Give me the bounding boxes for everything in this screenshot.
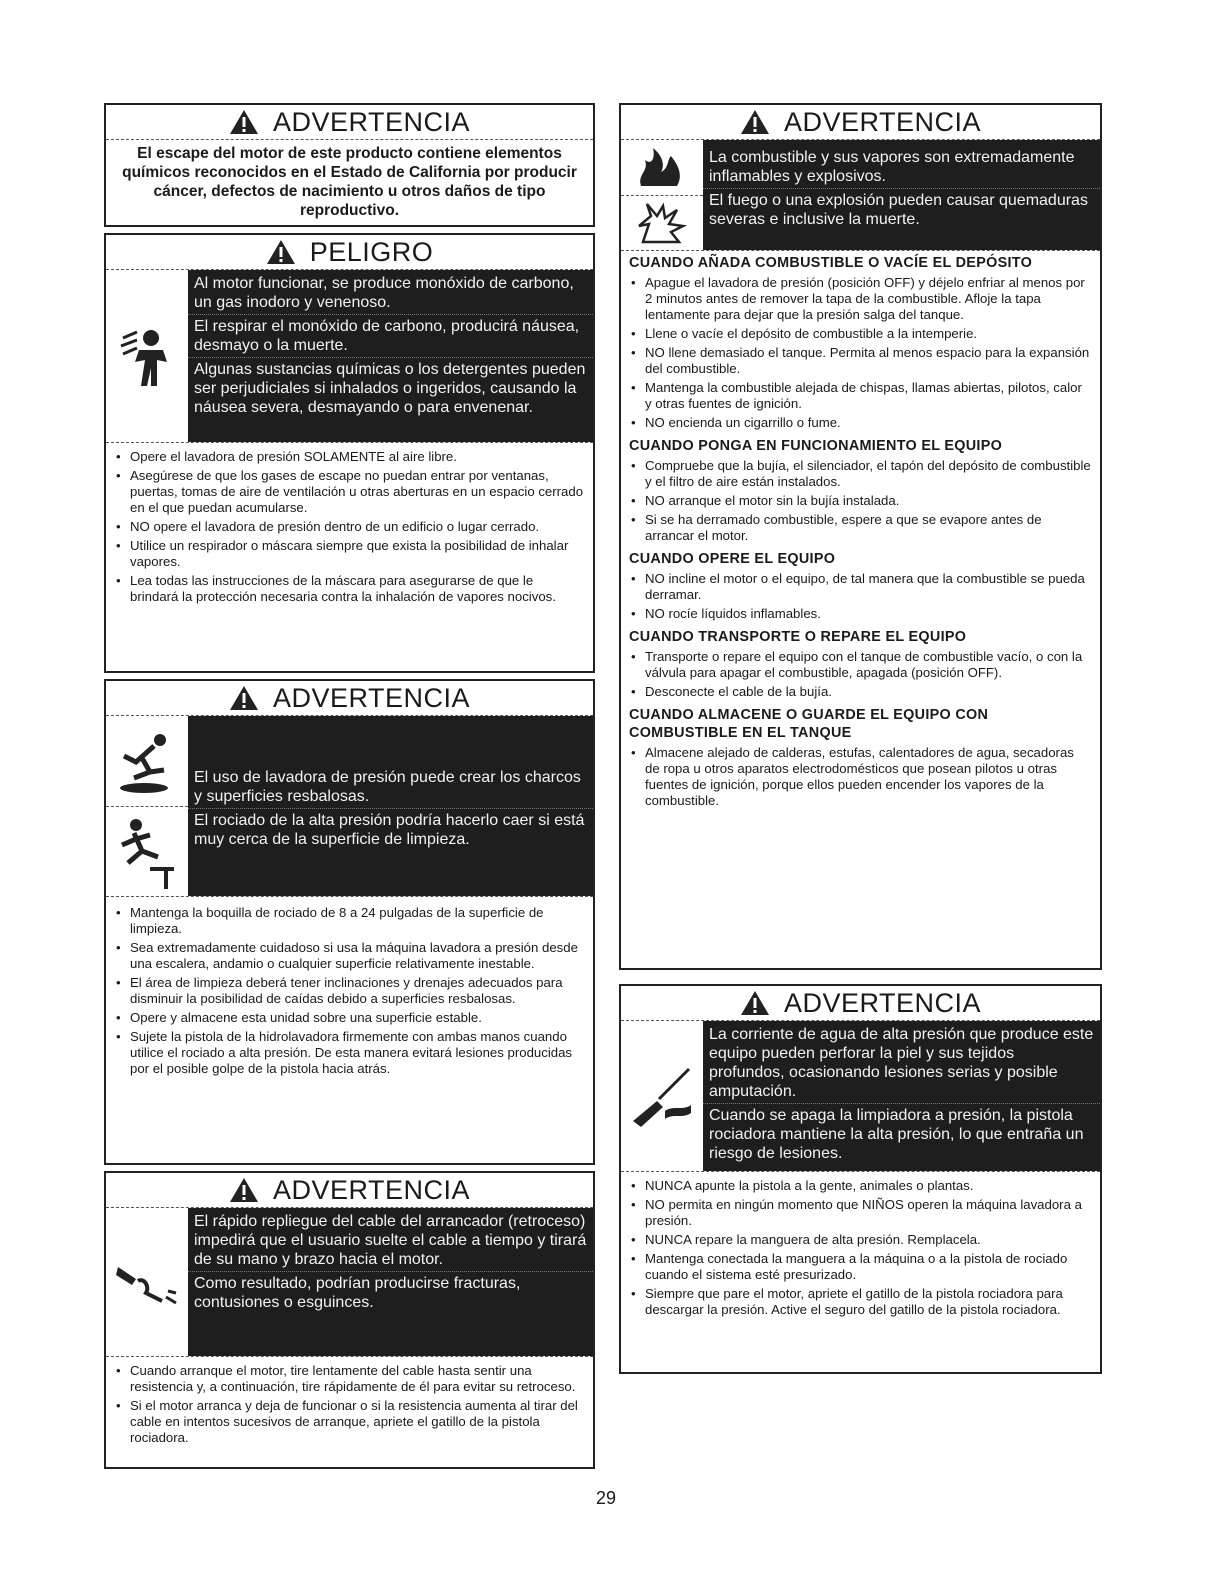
hazard-message: La corriente de agua de alta presión que produce este equipo pueden perforar la piel y sus tejidos profundos, ocasionando lesiones serias y posible amputación. [703, 1023, 1100, 1104]
list-item: • Transporte o repare el equipo con el tanque de combustible vacío, o con la válvula para apagar el combustible, apagada (posición OFF). [629, 649, 1092, 681]
icon-cell [621, 140, 703, 196]
hazard-panel [621, 1021, 1100, 1172]
warning-title-text: ADVERTENCIA [272, 1174, 471, 1205]
list-item: • Si se ha derramado combustible, espere a que se evapore antes de arrancar el motor. [629, 512, 1092, 544]
section-heading: CUANDO OPERE EL EQUIPO [629, 551, 836, 567]
fall-from-height-icon [114, 813, 180, 889]
list-item: • El área de limpieza deberá tener inclinaciones y drenajes adecuados para disminuir la posibilidad de caídas debido a superficies resbalosas. [114, 975, 585, 1007]
hazard-panel [106, 1208, 593, 1357]
warning-triangle-icon [229, 109, 259, 135]
list-item: • Opere y almacene esta unidad sobre una superficie estable. [114, 1010, 585, 1026]
hazard-message: Cuando se apaga la limpiadora a presión, la pistola rociadora mantiene la alta presión, lo que entraña un riesgo de lesiones. [709, 1107, 1084, 1162]
warning-title [106, 1173, 593, 1208]
hazard-icon-column [106, 270, 188, 442]
slippery-surface-warning-box [104, 679, 595, 1165]
danger-instructions-list [106, 443, 593, 612]
hazard-icon-column [106, 716, 188, 896]
hazard-message: El rápido repliegue del cable del arrancador (retroceso) impedirá que el usuario suelte el cable a tiempo y tirará de su mano y brazo hacia el motor. [188, 1210, 593, 1272]
recoil-hand-icon [114, 1257, 180, 1307]
hazard-panel [106, 716, 593, 897]
california-prop65-text: El escape del motor de este producto contiene elementos químicos reconocidos en el Estado de California por producir cáncer, defectos de nacimiento u otros daños de tipo reproductivo. [122, 145, 577, 219]
operation-list [621, 569, 1100, 622]
list-item: • Mantenga la combustible alejada de chispas, llamas abiertas, pilotos, calor y otras fuentes de ignición. [629, 380, 1092, 412]
high-pressure-warning-box [619, 984, 1102, 1374]
list-item: • Asegúrese de que los gases de escape no puedan entrar por ventanas, puertas, tomas de aire de ventilación u otras aberturas en un espacio cerrado en el que puedan acumularse. [114, 468, 585, 516]
list-item: • Mantenga la boquilla de rociado de 8 a 24 pulgadas de la superficie de limpieza. [114, 905, 585, 937]
hazard-messages [703, 140, 1100, 250]
toxic-fumes-person-icon [117, 316, 177, 396]
list-item: • NUNCA apunte la pistola a la gente, animales o plantas. [629, 1178, 1092, 1194]
hazard-messages [703, 1021, 1100, 1171]
hazard-messages [188, 270, 593, 442]
left-column [104, 103, 595, 1469]
hazard-icon-column [621, 1021, 703, 1171]
fire-icon [635, 146, 689, 188]
page-number: 29 [595, 1488, 617, 1508]
warning-title-text: ADVERTENCIA [783, 106, 982, 137]
starter-recoil-warning-box [104, 1171, 595, 1469]
hazard-message: El fuego o una explosión pueden causar quemaduras severas e inclusive la muerte. [709, 192, 1088, 228]
hazard-panel [106, 270, 593, 443]
hazard-message: La combustible y sus vapores son extremadamente inflamables y explosivos. [703, 146, 1100, 189]
transport-list [621, 647, 1100, 700]
slippery-instructions-list [106, 897, 593, 1084]
list-item: • Apague el lavadora de presión (posición OFF) y déjelo enfriar al menos por 2 minutos antes de remover la tapa de la combustible. Afloje la tapa lentamente para dejar que la presión salga del tanque. [629, 275, 1092, 323]
list-item: • NO permita en ningún momento que NIÑOS operen la máquina lavadora a presión. [629, 1197, 1092, 1229]
recoil-instructions-list [106, 1357, 593, 1453]
list-item: • Llene o vacíe el depósito de combustible a la intemperie. [629, 326, 1092, 342]
california-warning-box [104, 103, 595, 227]
hazard-messages [188, 1208, 593, 1356]
high-pressure-instructions-list [621, 1172, 1100, 1325]
list-item: • NO encienda un cigarrillo o fume. [629, 415, 1092, 431]
warning-triangle-icon [229, 685, 259, 711]
hazard-panel [621, 140, 1100, 251]
skin-injection-icon [629, 1061, 695, 1131]
list-item: • Lea todas las instrucciones de la máscara para asegurarse de que le brindará la protección necesaria contra la inhalación de vapores nocivos. [114, 573, 585, 605]
list-item: • NO incline el motor o el equipo, de tal manera que la combustible se pueda derramar. [629, 571, 1092, 603]
warning-title [106, 105, 593, 140]
fuel-refill-list [621, 273, 1100, 431]
hazard-message: Al motor funcionar, se produce monóxido de carbono, un gas inodoro y venenoso. [188, 272, 593, 315]
startup-list [621, 456, 1100, 544]
hazard-messages [188, 716, 593, 896]
list-item: • Opere el lavadora de presión SOLAMENTE al aire libre. [114, 449, 585, 465]
warning-title [621, 105, 1100, 140]
list-item: • NO rocíe líquidos inflamables. [629, 606, 1092, 622]
warning-title-text: ADVERTENCIA [272, 106, 471, 137]
section-heading: CUANDO AÑADA COMBUSTIBLE O VACÍE EL DEPÓSITO [629, 255, 1033, 271]
hazard-message: El uso de lavadora de presión puede crear los charcos y superficies resbalosas. [188, 766, 593, 809]
list-item: • Compruebe que la bujía, el silenciador, el tapón del depósito de combustible y el filtro de aire están instalados. [629, 458, 1092, 490]
section-heading: CUANDO ALMACENE O GUARDE EL EQUIPO CON COMBUSTIBLE EN EL TANQUE [629, 707, 989, 741]
warning-triangle-icon [740, 109, 770, 135]
hazard-message: El rociado de la alta presión podría hacerlo caer si está muy cerca de la superficie de limpieza. [194, 812, 585, 848]
list-item: • Siempre que pare el motor, apriete el gatillo de la pistola rociadora para descargar la presión. Active el seguro del gatillo de la pistola rociadora. [629, 1286, 1092, 1318]
hazard-message: El respirar el monóxido de carbono, producirá náusea, desmayo o la muerte. [188, 315, 593, 358]
hazard-message: Algunas sustancias químicas o los detergentes pueden ser perjudiciales si inhalados o ingeridos, causando la náusea severa, desmayando o para envenenar. [194, 361, 586, 416]
list-item: • NO opere el lavadora de presión dentro de un edificio o lugar cerrado. [114, 519, 585, 535]
hazard-icon-column [106, 1208, 188, 1356]
right-column [619, 103, 1102, 1374]
hazard-icon-column [621, 140, 703, 250]
warning-title [106, 681, 593, 716]
warning-triangle-icon [229, 1177, 259, 1203]
list-item: • Almacene alejado de calderas, estufas, calentadores de agua, secadoras de ropa u otros aparatos electrodomésticos que posean pilotos u otras fuentes de ignición, porque ellos pueden encender los vapores de la combustible. [629, 745, 1092, 809]
explosion-icon [635, 202, 689, 244]
list-item: • NUNCA repare la manguera de alta presión. Remplacela. [629, 1232, 1092, 1248]
section-heading: CUANDO TRANSPORTE O REPARE EL EQUIPO [629, 629, 967, 645]
warning-triangle-icon [266, 239, 296, 265]
section-heading: CUANDO PONGA EN FUNCIONAMIENTO EL EQUIPO [629, 438, 1003, 454]
icon-cell [635, 196, 689, 251]
icon-cell [106, 716, 188, 807]
list-item: • Utilice un respirador o máscara siempre que exista la posibilidad de inhalar vapores. [114, 538, 585, 570]
danger-title-text: PELIGRO [309, 236, 434, 267]
warning-triangle-icon [740, 990, 770, 1016]
warning-title-text: ADVERTENCIA [783, 987, 982, 1018]
fuel-warning-box [619, 103, 1102, 970]
list-item: • Si el motor arranca y deja de funcionar o si la resistencia aumenta al tirar del cable en intentos sucesivos de arranque, apriete el gatillo de la pistola rociadora. [114, 1398, 585, 1446]
hazard-message: Como resultado, podrían producirse fracturas, contusiones o esguinces. [194, 1275, 521, 1311]
list-item: • Desconecte el cable de la bujía. [629, 684, 1092, 700]
list-item: • Sujete la pistola de la hidrolavadora firmemente con ambas manos cuando utilice el rociado a alta presión. De esta manera evitará lesiones producidas por el posible golpe de la pistola hacia atrás. [114, 1029, 585, 1077]
icon-cell [114, 807, 180, 897]
danger-title [106, 235, 593, 270]
warning-title [621, 986, 1100, 1021]
storage-list [621, 743, 1100, 809]
list-item: • NO llene demasiado el tanque. Permita al menos espacio para la expansión del combustible. [629, 345, 1092, 377]
slip-fall-icon [114, 726, 180, 796]
list-item: • NO arranque el motor sin la bujía instalada. [629, 493, 1092, 509]
list-item: • Mantenga conectada la manguera a la máquina o a la pistola de rociado cuando el sistema esté presurizado. [629, 1251, 1092, 1283]
list-item: • Sea extremadamente cuidadoso si usa la máquina lavadora a presión desde una escalera, andamio o cualquier superficie relativamente inestable. [114, 940, 585, 972]
warning-title-text: ADVERTENCIA [272, 682, 471, 713]
list-item: • Cuando arranque el motor, tire lentamente del cable hasta sentir una resistencia y, a continuación, tire rápidamente de él para evitar su retroceso. [114, 1363, 585, 1395]
danger-carbon-monoxide-box [104, 233, 595, 673]
